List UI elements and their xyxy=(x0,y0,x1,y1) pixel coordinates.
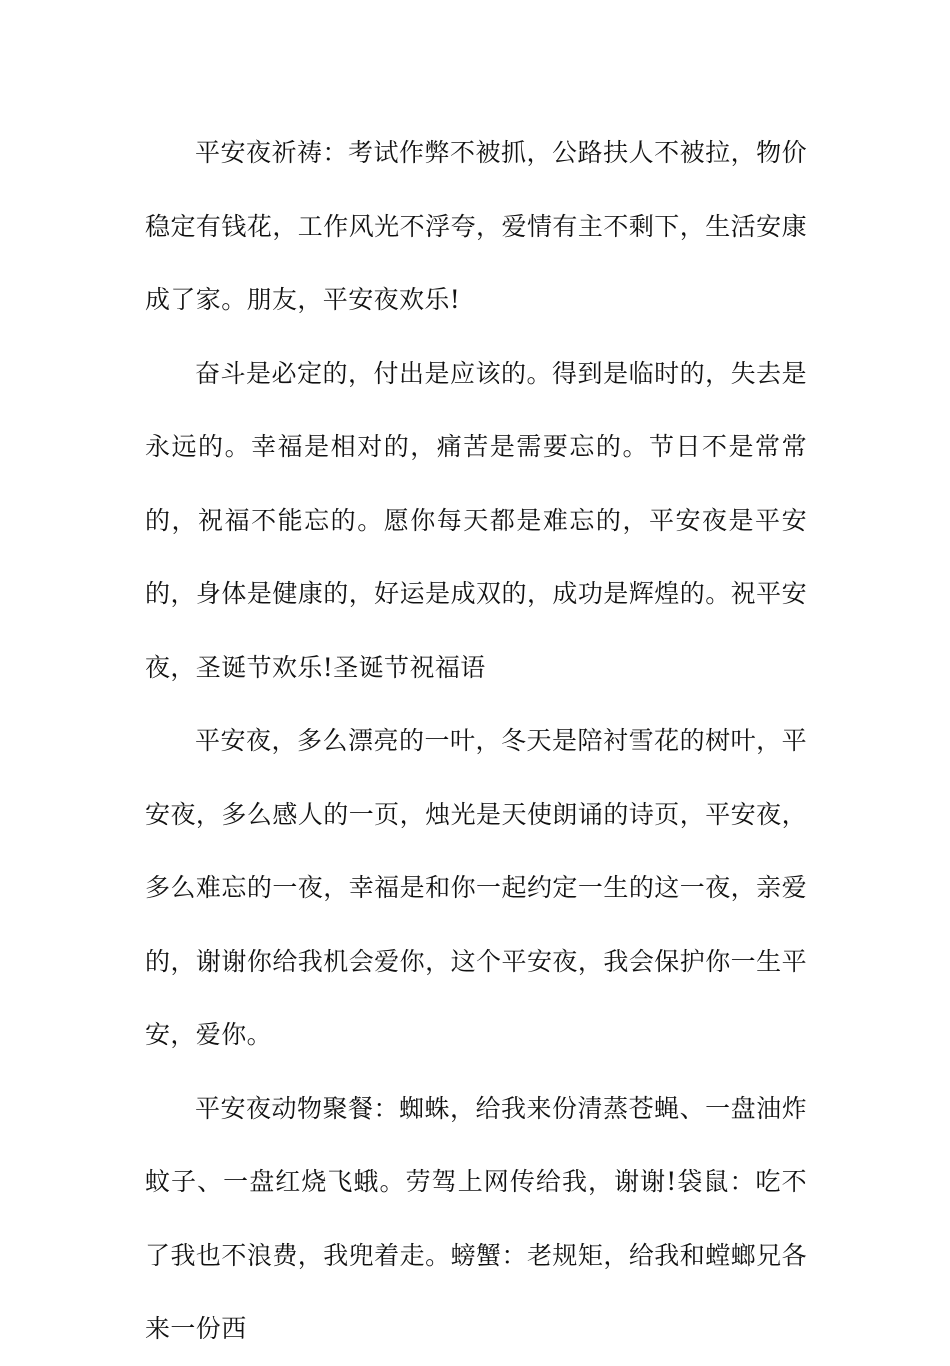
paragraph-3: 平安夜，多么漂亮的一叶，冬天是陪衬雪花的树叶，平安夜，多么感人的一页，烛光是天使朗诵的诗页，平安夜，多么难忘的一夜，幸福是和你一起约定一生的这一夜，亲爱的，谢谢你给我机会爱你，这个平安夜，我会保护你一生平安，爱你。 xyxy=(145,726,807,1049)
paragraph-1: 平安夜祈祷：考试作弊不被抓，公路扶人不被拉，物价稳定有钱花，工作风光不浮夸，爱情有主不剩下，生活安康成了家。朋友，平安夜欢乐! xyxy=(145,138,807,314)
paragraph-4: 平安夜动物聚餐：蜘蛛，给我来份清蒸苍蝇、一盘油炸蚊子、一盘红烧飞蛾。劳驾上网传给我，谢谢!袋鼠：吃不了我也不浪费，我兜着走。螃蟹：老规矩，给我和螳螂兄各来一份西 xyxy=(145,1093,807,1343)
paragraph-2: 奋斗是必定的，付出是应该的。得到是临时的，失去是永远的。幸福是相对的，痛苦是需要忘的。节日不是常常的，祝福不能忘的。愿你每天都是难忘的，平安夜是平安的，身体是健康的，好运是成双的，成功是辉煌的。祝平安夜，圣诞节欢乐!圣诞节祝福语 xyxy=(145,358,807,682)
text-body xyxy=(145,116,807,1366)
